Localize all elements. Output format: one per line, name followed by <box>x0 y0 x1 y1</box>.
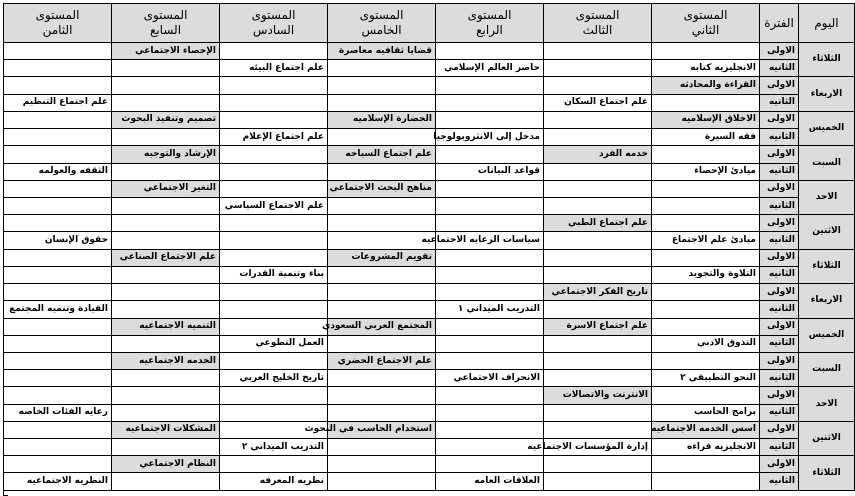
course-cell <box>652 215 760 232</box>
course-cell <box>112 404 220 421</box>
course-cell: فقه السيرة <box>652 129 760 146</box>
schedule-row <box>4 43 855 60</box>
period-label: الثانيه <box>760 163 799 180</box>
course-cell <box>328 404 436 421</box>
schedule-row <box>4 335 855 352</box>
course-cell <box>4 111 112 128</box>
course-cell: الثقفه والعولمه <box>4 163 112 180</box>
period-label: الاولى <box>760 421 799 438</box>
course-cell <box>436 43 544 60</box>
schedule-row <box>4 421 855 438</box>
course-cell <box>328 77 436 94</box>
schedule-row <box>4 318 855 335</box>
course-cell <box>544 249 652 266</box>
course-cell <box>436 335 544 352</box>
schedule-row <box>4 111 855 128</box>
course-cell <box>328 197 436 214</box>
course-cell: تاريخ الخليج العربي <box>220 370 328 387</box>
course-cell <box>652 146 760 163</box>
schedule-row <box>4 370 855 387</box>
course-cell: المشكلات الاجتماعيه <box>112 421 220 438</box>
course-cell: علم الاجتماع الحضري <box>328 352 436 369</box>
course-cell <box>220 249 328 266</box>
corner-mark <box>3 491 8 496</box>
course-cell <box>436 249 544 266</box>
course-cell: الانترنت والاتصالات <box>544 387 652 404</box>
course-cell <box>652 473 760 491</box>
course-cell: رعايه الفئات الخاصه <box>4 404 112 421</box>
course-cell <box>4 439 112 456</box>
period-label: الاولى <box>760 43 799 60</box>
course-cell <box>4 197 112 214</box>
course-cell: علم الاجتماع السياسي <box>220 197 328 214</box>
course-cell <box>544 232 652 249</box>
course-cell <box>112 197 220 214</box>
course-cell <box>220 111 328 128</box>
course-cell <box>4 387 112 404</box>
course-cell <box>328 456 436 473</box>
schedule-row <box>4 197 855 214</box>
course-cell <box>112 77 220 94</box>
course-cell: اسس الخدمه الاجتماعيه <box>652 421 760 438</box>
period-label: الاولى <box>760 456 799 473</box>
course-cell <box>112 370 220 387</box>
header-level-5: المستوى الخامس <box>328 4 436 43</box>
course-cell <box>436 284 544 301</box>
course-cell: الإرشاد والتوجيه <box>112 146 220 163</box>
schedule-row <box>4 473 855 491</box>
course-cell <box>436 456 544 473</box>
course-cell <box>436 352 544 369</box>
course-cell: مناهج البحث الاجتماعي <box>328 180 436 197</box>
header-level-6: المستوى السادس <box>220 4 328 43</box>
course-cell: الإحصاء الاجتماعي <box>112 43 220 60</box>
course-cell <box>652 197 760 214</box>
period-label: الثانيه <box>760 266 799 283</box>
course-cell <box>544 456 652 473</box>
course-cell <box>652 456 760 473</box>
course-cell <box>328 60 436 77</box>
course-cell <box>328 473 436 491</box>
course-cell <box>328 215 436 232</box>
course-cell: العلاقات العامه <box>436 473 544 491</box>
day-label: الثلاثاء <box>799 456 855 491</box>
course-cell <box>220 232 328 249</box>
course-cell <box>112 439 220 456</box>
course-cell <box>4 352 112 369</box>
day-label: الثلاثاء <box>799 249 855 283</box>
course-cell: التذوق الادبي <box>652 335 760 352</box>
course-cell <box>4 421 112 438</box>
period-label: الثانيه <box>760 473 799 491</box>
period-label: الثانيه <box>760 439 799 456</box>
course-cell: علم اجتماع البيئه <box>220 60 328 77</box>
course-cell: النظريه الاجتماعيه <box>4 473 112 491</box>
course-cell: التلاوة والتجويد <box>652 266 760 283</box>
course-cell <box>328 163 436 180</box>
schedule-row <box>4 94 855 111</box>
course-cell <box>112 163 220 180</box>
day-label: الخميس <box>799 111 855 145</box>
course-cell: الاخلاق الإسلاميه <box>652 111 760 128</box>
course-cell <box>4 77 112 94</box>
course-cell <box>544 197 652 214</box>
course-cell: تاريخ الفكر الاجتماعي <box>544 284 652 301</box>
period-label: الثانيه <box>760 335 799 352</box>
course-cell: مدخل إلى الانثروبولوجيا <box>436 129 544 146</box>
course-cell <box>652 249 760 266</box>
course-cell <box>4 335 112 352</box>
course-cell: التغير الاجتماعي <box>112 180 220 197</box>
course-cell: علم اجتماع الطبي <box>544 215 652 232</box>
course-cell <box>220 163 328 180</box>
schedule-row <box>4 215 855 232</box>
period-label: الاولى <box>760 249 799 266</box>
course-cell <box>652 387 760 404</box>
period-label: الاولى <box>760 146 799 163</box>
schedule-row <box>4 456 855 473</box>
schedule-row <box>4 404 855 421</box>
course-cell <box>436 111 544 128</box>
day-label: الاثنين <box>799 215 855 249</box>
period-label: الاولى <box>760 215 799 232</box>
course-cell <box>544 77 652 94</box>
course-cell: برامج الحاسب <box>652 404 760 421</box>
course-cell <box>4 180 112 197</box>
course-cell <box>436 215 544 232</box>
course-cell <box>544 266 652 283</box>
schedule-row <box>4 284 855 301</box>
course-cell <box>328 439 436 456</box>
course-cell <box>328 129 436 146</box>
course-cell <box>544 43 652 60</box>
course-cell <box>112 387 220 404</box>
course-cell <box>652 43 760 60</box>
course-cell: العمل التطوعي <box>220 335 328 352</box>
course-cell <box>328 284 436 301</box>
course-cell <box>112 94 220 111</box>
course-cell <box>4 456 112 473</box>
schedule-row <box>4 352 855 369</box>
schedule-table <box>3 3 855 491</box>
course-cell <box>544 421 652 438</box>
course-cell <box>436 404 544 421</box>
course-cell <box>436 318 544 335</box>
course-cell <box>112 473 220 491</box>
course-cell <box>652 94 760 111</box>
header-level-7: المستوى السابع <box>112 4 220 43</box>
course-cell: علم اجتماع الإعلام <box>220 129 328 146</box>
course-cell <box>652 318 760 335</box>
period-label: الاولى <box>760 352 799 369</box>
day-label: الاحد <box>799 180 855 214</box>
course-cell <box>112 215 220 232</box>
course-cell: القيادة وتنميه المجتمع <box>4 301 112 318</box>
course-cell <box>436 197 544 214</box>
course-cell <box>4 318 112 335</box>
header-row <box>4 4 855 43</box>
course-cell: الانجليزيه قراءه <box>652 439 760 456</box>
header-level-4: المستوى الرابع <box>436 4 544 43</box>
header-level-3: المستوى الثالث <box>544 4 652 43</box>
course-cell <box>436 94 544 111</box>
period-label: الاولى <box>760 180 799 197</box>
course-cell <box>112 335 220 352</box>
day-label: الخميس <box>799 318 855 352</box>
schedule-row <box>4 146 855 163</box>
course-cell <box>436 146 544 163</box>
course-cell: القراءة والمحادثه <box>652 77 760 94</box>
course-cell <box>544 335 652 352</box>
course-cell: التنميه الاجتماعيه <box>112 318 220 335</box>
schedule-row <box>4 129 855 146</box>
course-cell: بناء وتنمية القدرات <box>220 266 328 283</box>
period-label: الاولى <box>760 111 799 128</box>
course-cell <box>4 370 112 387</box>
header-level-2: المستوى الثاني <box>652 4 760 43</box>
period-label: الثانيه <box>760 129 799 146</box>
course-cell <box>220 43 328 60</box>
course-cell <box>112 129 220 146</box>
schedule-row <box>4 163 855 180</box>
course-cell <box>328 370 436 387</box>
course-cell <box>4 60 112 77</box>
course-cell <box>328 266 436 283</box>
course-cell <box>436 266 544 283</box>
day-label: السبت <box>799 146 855 180</box>
period-label: الثانيه <box>760 404 799 421</box>
course-cell: التدريب الميداني ٢ <box>220 439 328 456</box>
schedule-body <box>4 43 855 491</box>
course-cell <box>4 129 112 146</box>
course-cell <box>436 387 544 404</box>
course-cell: حاضر العالم الإسلامي <box>436 60 544 77</box>
course-cell <box>220 404 328 421</box>
header-day: اليوم <box>799 4 855 43</box>
schedule-row <box>4 301 855 318</box>
course-cell <box>544 301 652 318</box>
header-level-8: المستوى الثامن <box>4 4 112 43</box>
course-cell: ميادئ الإحصاء <box>652 163 760 180</box>
course-cell <box>544 180 652 197</box>
course-cell: تقويم المشروعات <box>328 249 436 266</box>
period-label: الثانيه <box>760 232 799 249</box>
period-label: الثانيه <box>760 60 799 77</box>
course-cell <box>544 163 652 180</box>
course-cell <box>652 180 760 197</box>
course-cell <box>220 77 328 94</box>
course-cell <box>4 215 112 232</box>
schedule-row <box>4 60 855 77</box>
course-cell <box>544 352 652 369</box>
course-cell <box>436 421 544 438</box>
period-label: الاولى <box>760 318 799 335</box>
course-cell: سياسات الرعايه الاجتماعيه <box>436 232 544 249</box>
course-cell: إدارة المؤسسات الاجتماعيه <box>544 439 652 456</box>
course-cell <box>220 352 328 369</box>
course-cell <box>544 111 652 128</box>
course-cell: النحو التطبيقي ٢ <box>652 370 760 387</box>
schedule-row <box>4 439 855 456</box>
course-cell <box>220 215 328 232</box>
course-cell <box>328 301 436 318</box>
course-cell <box>4 266 112 283</box>
course-cell <box>328 335 436 352</box>
course-cell: الانحراف الاجتماعي <box>436 370 544 387</box>
course-cell <box>220 146 328 163</box>
course-cell <box>112 301 220 318</box>
course-cell <box>436 77 544 94</box>
day-label: الاربعاء <box>799 284 855 318</box>
course-cell: التدريب الميداني ١ <box>436 301 544 318</box>
course-cell: علم اجتماع الاسرة <box>544 318 652 335</box>
day-label: الثلاثاء <box>799 43 855 77</box>
course-cell <box>112 266 220 283</box>
day-label: الاثنين <box>799 421 855 455</box>
day-label: الاحد <box>799 387 855 421</box>
schedule-row <box>4 232 855 249</box>
course-cell <box>544 404 652 421</box>
course-cell: المجتمع العربي السعودي <box>328 318 436 335</box>
course-cell <box>328 94 436 111</box>
course-cell: قضايا ثقافيه معاصرة <box>328 43 436 60</box>
course-cell: علم اجتماع السكان <box>544 94 652 111</box>
course-cell <box>220 284 328 301</box>
course-cell <box>220 301 328 318</box>
schedule-row <box>4 387 855 404</box>
course-cell <box>544 370 652 387</box>
period-label: الاولى <box>760 284 799 301</box>
course-cell <box>112 60 220 77</box>
header-period: الفترة <box>760 4 799 43</box>
course-cell <box>4 43 112 60</box>
course-cell: علم اجتماع التنظيم <box>4 94 112 111</box>
schedule-row <box>4 77 855 94</box>
course-cell: قواعد البيانات <box>436 163 544 180</box>
course-cell <box>436 180 544 197</box>
day-label: السبت <box>799 352 855 386</box>
period-label: الثانيه <box>760 197 799 214</box>
course-cell: ميادئ علم الاجتماع <box>652 232 760 249</box>
period-label: الاولى <box>760 77 799 94</box>
day-label: الاربعاء <box>799 77 855 111</box>
course-cell <box>328 232 436 249</box>
course-cell <box>4 284 112 301</box>
course-cell: استخدام الحاسب في البحوث <box>328 421 436 438</box>
course-cell <box>652 352 760 369</box>
course-cell: تصميم وتنفيذ البحوث <box>112 111 220 128</box>
schedule-row <box>4 266 855 283</box>
period-label: الاولى <box>760 387 799 404</box>
course-cell: النظام الاجتماعي <box>112 456 220 473</box>
schedule-row <box>4 180 855 197</box>
course-cell <box>220 180 328 197</box>
course-cell <box>328 387 436 404</box>
course-cell <box>220 456 328 473</box>
course-cell: علم اجتماع السياحه <box>328 146 436 163</box>
course-cell <box>220 318 328 335</box>
course-cell <box>220 94 328 111</box>
course-cell: الحضارة الإسلاميه <box>328 111 436 128</box>
course-cell: نظريه المعرفه <box>220 473 328 491</box>
course-cell <box>112 284 220 301</box>
course-cell <box>652 301 760 318</box>
period-label: الثانيه <box>760 94 799 111</box>
course-cell <box>544 60 652 77</box>
course-cell: الخدمه الاجتماعيه <box>112 352 220 369</box>
period-label: الثانيه <box>760 370 799 387</box>
course-cell: حقوق الإنسان <box>4 232 112 249</box>
course-cell <box>112 232 220 249</box>
schedule-row <box>4 249 855 266</box>
course-cell: الانجليزيه كتابه <box>652 60 760 77</box>
course-cell <box>220 387 328 404</box>
period-label: الثانيه <box>760 301 799 318</box>
course-cell <box>544 129 652 146</box>
course-cell: علم الاجتماع الصناعي <box>112 249 220 266</box>
course-cell: خدمه الفرد <box>544 146 652 163</box>
course-cell <box>652 284 760 301</box>
course-cell <box>4 249 112 266</box>
course-cell <box>4 146 112 163</box>
course-cell <box>544 473 652 491</box>
